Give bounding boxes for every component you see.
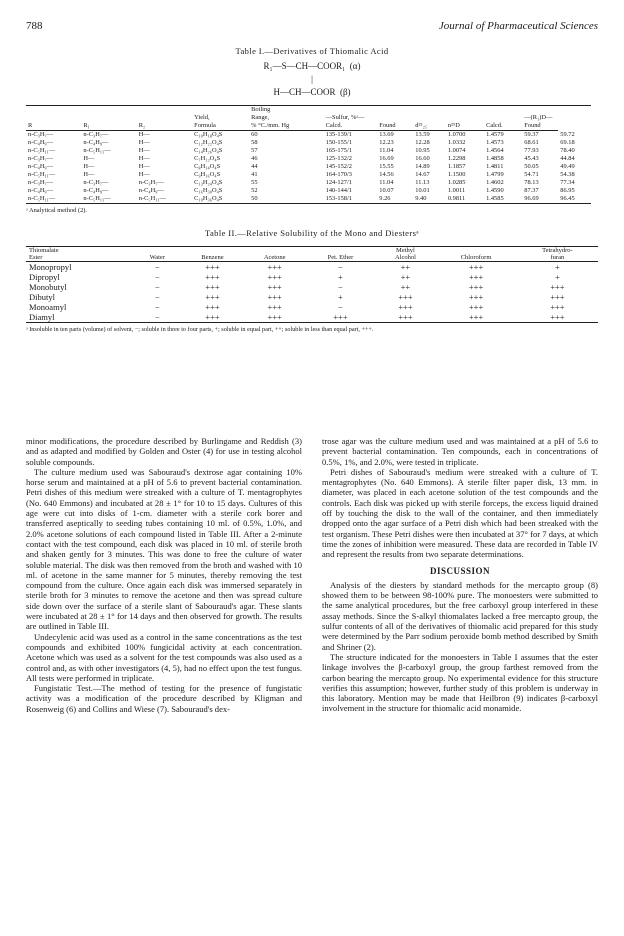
table1-header-cell: R	[26, 122, 81, 131]
table1-cell: n-C₃H₇—	[83, 131, 109, 138]
table2-header-cell	[435, 247, 516, 255]
table1-cell: 9.40	[413, 195, 446, 204]
table1-cell: 1.4585	[484, 195, 522, 204]
table1-cell: 68.61	[524, 139, 539, 146]
table1-cell: 1.2298	[447, 155, 466, 162]
table2-cell: +++	[376, 312, 436, 323]
table1-cell: 1.0011	[447, 187, 466, 194]
table1-cell: 124-127/1	[325, 179, 352, 186]
table2-cell: +++	[468, 272, 484, 282]
table2-cell: −	[338, 302, 343, 312]
table1-cell: 10.95	[415, 147, 430, 154]
table2-header-cell: Chloroform	[435, 254, 516, 262]
table2-header-cell: Tetrahydro-	[517, 247, 598, 255]
table2-cell: +++	[205, 282, 220, 292]
table2-cell: −	[338, 262, 343, 272]
table1-header-cell	[591, 114, 598, 122]
paragraph: The structure indicated for the monoesters in Table I assumes that the ester linkage involves the β-carboxyl group, the group farthest removed from the carbon bearing the mercapto group. No experimental evidence for this structure verifies this assumption; however, further study of this problem is underway in this laboratory. Mention may be made that Heilbron (9) indicates β-carboxyl involvement in the structure for thiomalic acid monamide.	[322, 651, 598, 714]
table2-header-cell	[181, 247, 244, 255]
table1-header-cell: Formula	[192, 122, 249, 131]
table2-cell: +++	[244, 312, 305, 323]
table1-cell: 78.13	[524, 179, 539, 186]
table2-cell: +++	[181, 312, 244, 323]
table1-cell: 41	[251, 171, 258, 178]
table-row	[26, 312, 598, 323]
table1-cell: C₈H₁₄O₄S	[194, 163, 221, 170]
table1-cell: n-C₃H₇—	[28, 179, 54, 186]
table1-cell: 69.18	[560, 139, 575, 146]
table1-caption: Table I.—Derivatives of Thiomalic Acid	[235, 46, 389, 56]
table2-cell: +++	[468, 292, 484, 302]
table1-header-cell	[522, 106, 558, 115]
table2-cell: Dibutyl	[29, 292, 55, 302]
paragraph: Analysis of the diesters by standard methods for the mercapto group (8) showed them to be between 98-100% pure. The monoesters were submitted to the same analytical procedures, but the free carboxyl group interfered in these assay methods. Since the S-alkyl thiomalates lacked a free mercapto group, the sulfur contents of all of the derivatives of thiomalic acid prepared for this study were determined by the Parr sodium peroxide bomb method described by Smith and Shriner (2).	[322, 579, 598, 652]
table2-cell: +++	[205, 272, 220, 282]
table1-cell: 11.13	[415, 179, 430, 186]
table2-cell: Dipropyl	[29, 272, 60, 282]
table-row	[26, 155, 598, 163]
table2-cell: −	[134, 312, 181, 323]
table2-cell: Monopropyl	[29, 262, 72, 272]
paragraph: Petri dishes of Sabouraud's medium were streaked with a culture of T. mentagrophytes (No. 640 Emmons). A sterile filter paper disk, 13 mm. in diameter, was placed in each acetone solution of the test compounds and the controls. Each disk was picked up with sterile forceps, the excess liquid drained off by touching the disk to the wall of the container, and then immediately dropped onto the agar surface of a Petri dish which had been streaked with the test organism. These Petri dishes were then incubated at 37° for 7 days, at which time the zones of inhibition were measured. These data are recorded in Table IV and represent the results from two separate determinations.	[322, 466, 598, 560]
table1-cell: n-C₃H₇—	[28, 131, 54, 138]
table1-header-cell: n²⁵D	[446, 122, 484, 131]
table1-header-cell: R₂	[137, 122, 192, 131]
table2-cell: +++	[398, 302, 413, 312]
table1-cell: 96.69	[522, 195, 558, 204]
table2-cell: +++	[435, 312, 516, 323]
table2-cell: +++	[517, 312, 598, 323]
table1-cell: 14.89	[415, 163, 430, 170]
table1-cell: 9.26	[377, 195, 413, 204]
table1-header-cell: % °C./mm. Hg	[249, 122, 323, 131]
table2-cell: +++	[550, 292, 565, 302]
table1-cell: n-C₅H₁₁—	[81, 195, 136, 204]
table-row	[26, 262, 598, 273]
table1-cell: n-C₄H₉—	[138, 187, 164, 194]
table1-cell: C₇H₁₂O₄S	[194, 155, 221, 162]
table1-cell: 140-144/1	[325, 187, 352, 194]
table1-cell: C₁₄H₂₆O₄S	[194, 147, 223, 154]
table1-cell: C₉H₁₆O₄S	[194, 171, 221, 178]
table1-cell: 44.84	[560, 155, 575, 162]
table2-header-cell	[305, 247, 375, 255]
table1-header-cell	[192, 106, 249, 115]
table1-cell: 49.49	[560, 163, 575, 170]
table1-header-cell: R₁	[81, 122, 136, 131]
table1-cell: 1.4602	[486, 179, 504, 186]
table1-cell: 46	[251, 155, 258, 162]
table1-header-cell	[558, 106, 591, 115]
table1-cell: 16.60	[415, 155, 430, 162]
table1-cell: H—	[83, 171, 95, 178]
table1-cell: 13.59	[415, 131, 430, 138]
table1-header-row	[26, 106, 598, 115]
table1-cell: n-C₃H₇—	[83, 179, 109, 186]
table1-cell: 50.05	[524, 163, 539, 170]
paragraph: Fungistatic Test.—The method of testing for the presence of fungistatic activity was a modification of the procedure described by Kligman and Rosenweig (6) and Collins and Wiese (7). Sabouraud's dex-	[26, 683, 302, 714]
table2-cell: Diamyl	[26, 312, 134, 323]
table2-cell: −	[154, 292, 160, 302]
table1-cell: 1.1857	[447, 163, 466, 170]
table1-cell: 164-170/3	[325, 171, 352, 178]
table2-cell: ++	[400, 262, 411, 272]
table1-cell: 54.38	[560, 171, 575, 178]
table1-cell: H—	[138, 163, 150, 170]
table1-header-cell	[413, 106, 446, 115]
table1-cell: 1.0332	[447, 139, 466, 146]
table2-cell: −	[154, 302, 160, 312]
table2-cell: +++	[267, 302, 282, 312]
table2-header-cell: Benzene	[181, 254, 244, 262]
table-row	[26, 292, 598, 302]
table1-cell: 1.1500	[447, 171, 466, 178]
table2-header-cell: Thiomalate	[26, 247, 134, 255]
table1-cell: n-C₅H₁₁—	[137, 195, 192, 204]
table1-cell: C₁₀H₁₈O₄S	[194, 131, 223, 138]
table-row	[26, 187, 598, 195]
table2-header-cell: Water	[134, 254, 181, 262]
left-column	[26, 436, 302, 714]
table2-cell: +	[554, 272, 560, 282]
table2-cell: +++	[205, 292, 220, 302]
table1-cell: 1.4573	[486, 139, 504, 146]
table2-cell: −	[338, 282, 343, 292]
table1-header-cell: Range,	[251, 114, 270, 121]
table1-header-cell	[324, 106, 378, 115]
table1	[26, 105, 598, 204]
table1-cell: 77.93	[524, 147, 539, 154]
table1-cell: 45.43	[524, 155, 539, 162]
structure-line-3: H—CH—COOR (β)	[273, 87, 351, 97]
table2-cell: +++	[267, 262, 282, 272]
table-row	[26, 195, 598, 204]
table2-cell: −	[154, 282, 160, 292]
table1-cell: n-C₃H₇—	[138, 179, 164, 186]
table2-cell: +++	[305, 312, 375, 323]
table1-header-cell	[137, 114, 192, 122]
table2-header-cell: Pet. Ether	[305, 254, 375, 262]
table1-cell: 14.67	[415, 171, 430, 178]
page-number: 788	[26, 20, 43, 32]
table1-cell: H—	[138, 139, 150, 146]
table2-header-cell: furan	[517, 254, 598, 262]
table1-header-cell: —Sulfur, %ᵃ—	[325, 114, 365, 121]
table2-header-cell	[244, 247, 305, 255]
table-row	[26, 131, 598, 140]
table1-header-cell: Calcd.	[324, 122, 378, 131]
table1-cell: 135-139/1	[325, 131, 352, 138]
table1-cell: 0.9811	[446, 195, 484, 204]
table1-header-cell: Found	[522, 122, 558, 131]
journal-page	[26, 20, 598, 714]
table1-header-cell	[81, 114, 136, 122]
table2-cell: ++	[400, 282, 411, 292]
table1-header-cell: Yield,	[194, 114, 210, 121]
table2-cell: +++	[205, 302, 220, 312]
table1-header-row	[26, 122, 598, 131]
table2-header-row	[26, 247, 598, 255]
table1-cell: 11.04	[379, 179, 394, 186]
table1-header-cell: Found	[377, 122, 413, 131]
table2-header-cell: Acetone	[244, 254, 305, 262]
structure-line-1: R₁—S—CH—COOR₁ (α)	[263, 61, 361, 71]
table2-cell: +++	[550, 302, 565, 312]
table1-cell: n-C₃H₇—	[28, 155, 54, 162]
table2	[26, 246, 598, 323]
table2-cell: +++	[205, 262, 220, 272]
table1-cell: n-C₄H₉—	[83, 139, 109, 146]
table1-header-cell	[446, 106, 484, 115]
table1-cell: 15.55	[379, 163, 394, 170]
table1-cell: C₁₃H₂₄O₄S	[194, 179, 223, 186]
table2-caption: Table II.—Relative Solubility of the Mono and Diestersᵃ	[205, 228, 419, 238]
table1-header-cell	[137, 106, 192, 115]
table1-cell: 165-175/1	[325, 147, 352, 154]
table1-cell: 150-155/1	[325, 139, 352, 146]
table1-cell: H—	[83, 163, 95, 170]
table1-cell: 10.07	[379, 187, 394, 194]
table1-cell: 57	[251, 147, 258, 154]
table2-cell: +++	[550, 282, 565, 292]
table-row	[26, 147, 598, 155]
table1-cell: 1.4590	[486, 187, 504, 194]
table2-cell: −	[154, 272, 160, 282]
table2-footnote: ᵃ Insoluble in ten parts (volume) of solvent, −; soluble in three to four parts, +; soluble in equal part, ++; soluble in less than equal part, +++.	[26, 326, 374, 333]
table1-cell: n-C₅H₁₁—	[83, 147, 111, 154]
table1-cell: 58	[251, 139, 258, 146]
table1-cell: 96.45	[558, 195, 591, 204]
table1-header-row	[26, 114, 598, 122]
table-row	[26, 302, 598, 312]
right-column	[322, 436, 598, 714]
table1-header-cell: —(R₁)D—	[524, 114, 553, 121]
table-row	[26, 163, 598, 171]
table2-cell: +++	[468, 262, 484, 272]
table1-cell: n-C₄H₉—	[83, 187, 109, 194]
table1-cell: 1.0074	[447, 147, 466, 154]
table1-cell: 44	[251, 163, 258, 170]
table2-cell: +++	[398, 292, 413, 302]
table2-cell: +	[554, 262, 560, 272]
table2-header-cell	[134, 247, 181, 255]
table1-cell: n-C₄H₉—	[28, 139, 54, 146]
table2-cell: +++	[267, 292, 282, 302]
table1-cell: n-C₅H₁₁—	[28, 147, 56, 154]
table2-cell: Monoamyl	[29, 302, 67, 312]
table1-cell: n-C₅H₁₁—	[26, 195, 81, 204]
table1-cell: C₁₉H₃₆O₄S	[192, 195, 249, 204]
paragraph: The culture medium used was Sabouraud's dextrose agar containing 10% horse serum and maintained at a pH of 5.6 to prevent bacterial contamination. Petri dishes of this medium were streaked with a culture of T. mentagrophytes (No. 640 Emmons) and incubated at 28 ± 1° for 10 to 15 days. Cultures of this age were cut into disks of 1-cm. diameter with a sterile cork borer and transferred aseptically to seeding tubes containing 10 ml. of 0.5%, 1.0%, and 2.0% acetone solutions of each compound listed in Table III. After a 2-minute contact with the test compound, each disk was placed in 10 ml. of sterile broth and shaken gently for 3 minutes. This was done to free the culture of water soluble material. The disk was then removed from the broth and washed with 10 ml. of acetone in the same manner for 5 minutes, thereby removing the test compound from the culture. Once again each disk was immersed separately in sterile broth for 3 minutes to remove the acetone and then was spread culture side down over the surface of a sterile slant of Sabouraud's agar. These slants were incubated at 28 ± 1° for 14 days and then observed for growth. The results are outlined in Table III.	[26, 466, 302, 632]
table1-header-cell: d²⁵₂₅	[413, 122, 446, 131]
table1-cell: H—	[138, 171, 150, 178]
table1-header-cell	[484, 114, 522, 122]
paragraph: trose agar was the culture medium used and was maintained at a pH of 5.6 to prevent bacterial contamination. Ten compounds, each in concentrations of 0.5%, 1%, and 2.0%, were tested in triplicate.	[322, 436, 598, 467]
table1-cell: C₁₆H₃₀O₄S	[194, 187, 223, 194]
table1-cell: 12.23	[379, 139, 394, 146]
table2-cell: +	[338, 272, 343, 282]
table2-cell: −	[154, 262, 160, 272]
table2-cell: +++	[468, 282, 484, 292]
table1-structure	[26, 60, 598, 99]
table1-cell: 1.0285	[447, 179, 466, 186]
table1-cell: 11.04	[379, 147, 394, 154]
table1-cell: H—	[83, 155, 95, 162]
table-row	[26, 282, 598, 292]
table1-cell: 59.72	[560, 130, 575, 138]
running-header	[26, 20, 598, 40]
table2-header-cell: Methyl	[376, 247, 436, 255]
table1-header-cell	[446, 114, 484, 122]
table1-cell: 1.4579	[486, 131, 504, 138]
table2-cell: +++	[267, 272, 282, 282]
table1-header-cell	[413, 114, 446, 122]
table2-header-cell: Alcohol	[376, 254, 436, 262]
table1-cell: 1.0700	[447, 131, 466, 138]
table1-cell: 1.4564	[486, 147, 504, 154]
discussion-heading: DISCUSSION	[429, 565, 491, 576]
table-row	[26, 272, 598, 282]
table1-cell: H—	[138, 131, 150, 138]
table1-cell: 87.37	[524, 187, 539, 194]
table1-cell: H—	[138, 147, 150, 154]
table1-cell: C₁₂H₂₂O₄S	[194, 139, 223, 146]
table1-cell: 77.34	[560, 179, 575, 186]
table-row	[26, 179, 598, 187]
table1-header-cell	[81, 106, 136, 115]
structure-line-2: |	[311, 74, 313, 84]
table2-header-cell: Ester	[26, 254, 134, 262]
table1-cell: 86.95	[560, 187, 575, 194]
table1-cell: 55	[251, 179, 258, 186]
table1-cell: n-C₅H₁₁—	[28, 171, 56, 178]
table2-cell: +++	[468, 302, 484, 312]
table1-cell: 1.4811	[486, 163, 504, 170]
paragraph: Undecylenic acid was used as a control in the same concentrations as the test compounds and exhibited 100% fungicidal activity at each concentration. Acetone which was used as a solvent for the test compounds was also used as a control and, as with other investigators (4, 5), had no effect upon the test fungus. All tests were performed in triplicate.	[26, 631, 302, 683]
table1-cell: 1.4799	[486, 171, 504, 178]
table1-header-cell: Calcd.	[484, 122, 522, 131]
journal-title: Journal of Pharmaceutical Sciences	[438, 20, 598, 32]
table1-header-cell	[484, 106, 522, 115]
table1-cell: 50	[249, 195, 323, 204]
paragraph: minor modifications, the procedure described by Burlingame and Reddish (3) and as adapted and modified by Golden and Oster (4) for use in testing alcohol soluble compounds.	[26, 436, 302, 467]
table2-cell: +	[338, 292, 343, 302]
table1-cell: 14.56	[379, 171, 394, 178]
table1-header-cell	[377, 106, 413, 115]
table1-cell: 1.4858	[486, 155, 504, 162]
table1-cell: 78.40	[560, 147, 575, 154]
table1-cell: 13.69	[379, 131, 394, 138]
table1-cell: 60	[251, 131, 258, 138]
table1-cell: 54.71	[524, 171, 539, 178]
table2-cell: +++	[267, 282, 282, 292]
table1-cell: n-C₄H₉—	[28, 187, 54, 194]
table1-cell: 59.37	[524, 131, 539, 138]
table-row	[26, 139, 598, 147]
table1-cell: 16.69	[379, 155, 394, 162]
table1-cell: 12.28	[415, 139, 430, 146]
table1-cell: 52	[251, 187, 258, 194]
table1-header-cell	[26, 106, 81, 115]
table1-footnote: ᵃ Analytical method (2).	[26, 207, 88, 214]
table2-cell: ++	[400, 272, 411, 282]
table1-cell: n-C₄H₉—	[28, 163, 54, 170]
table2-header-row	[26, 254, 598, 262]
table2-cell: Monobutyl	[29, 282, 67, 292]
table-row	[26, 171, 598, 179]
table1-cell: H—	[138, 155, 150, 162]
table1-cell: 125-132/2	[325, 155, 352, 162]
table1-header-cell	[26, 114, 81, 122]
table1-header-cell: Boiling	[249, 106, 323, 115]
table1-cell: 145-152/2	[325, 163, 352, 170]
table1-cell: 10.01	[415, 187, 430, 194]
table1-cell: 153-158/1	[324, 195, 378, 204]
